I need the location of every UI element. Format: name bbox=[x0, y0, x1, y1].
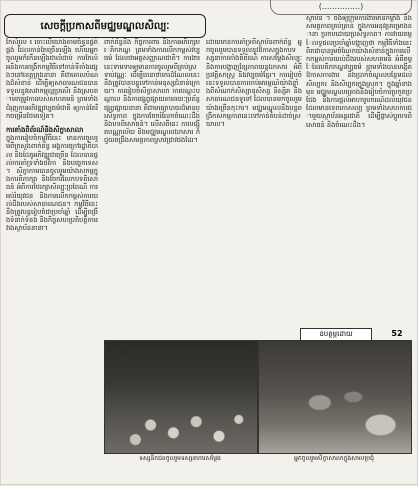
article-headline: សេចក្តីប្រកាសពីមជ្ឈមណ្ឌលសិល្បៈ bbox=[4, 14, 206, 38]
column-3-text: ដោយមានការគាំទ្រពីស្ថាប័នពាក់ព័ន្ធ អ្នកចូលរួមបានទទួលនូវឱកាសក្នុងការទស្សនាការតាំងពិព័រណ៍ ការសម្តែងសិល្បៈ និងការបង្ហាញខ្សែភាពយន្តឯកសារ អំពីប្រវត្តិសាស្ត្រ និងវប្បធម៌ខ្មែរ។ ការរៀបចំនេះទទួលបានការចាប់អារម្មណ៍យ៉ាងខ្លាំងពីសំណាក់សិស្សានុសិស្ស និស្សិត និងសាធារណជនទូទៅ ដែលបានមកចូលរួមយ៉ាងច្រើនកុះករ។ មជ្ឈមណ្ឌលនឹងបន្តពង្រីកសកម្មភាពនេះទៅកាន់តំបន់ដាច់ស្រយាល។ bbox=[206, 38, 302, 129]
column-2-text: ពាក់ព័ន្ធនឹង កិច្ចការពារ និងការអភិរក្សបេតិកភណ្ឌ ព្រមទាំងការលើកកម្ពស់វប្បធម៌ ដែលជាអត្តសញ្ញាណជាតិ។ ការងារនេះទាមទារឲ្យមានការចូលរួមពីគ្រប់ស្រទាប់វណ្ណៈ ដើម្បីធានាថាកេរដំណែលនេះនឹងត្រូវបានបន្តទៅកាន់មនុស្សជំនាន់ក្រោយ។ ការរៀបចំសិក្ខាសាលា ការបណ្តុះបណ្តាល និងការផ្សព្វផ្សាយតាមរយៈប្រព័ន្ធផ្សព្វផ្សាយនានា គឺជាមធ្យោបាយដ៏មានប្រសិទ្ធភាព ក្នុងការចែករំលែកចំណេះដឹង និងបទពិសោធន៍។ លើសពីនេះ ការបង្កើតបណ្ណាល័យ និងមជ្ឈមណ្ឌលឯកសារ ក៏ជួយពង្រឹងសមត្ថភាពស្រាវជ្រាវផងដែរ។ bbox=[104, 38, 200, 145]
column-1-intro: កែសំរួល ៖ ចោះបើយោងតាមចំនួនផ្គត់ផ្គង់ ដែលកាន់តែច្រើនឡើង ហើយអ្នកចូលរួមក៏កើនឡើងជាលំដាប់ ការកែលំអនិងការពង្រីកកម្មវិធីទៅកាន់ទីតាំងផ្សេងៗនៅខេត្តក្រុងនានា គឺជាគោលបំណងដ៏សំខាន់ ដើម្បីឲ្យសាធារណជនបានទទួលនូវសេវាកម្មល្អប្រសើរ និងស្របតាមតម្រូវការរបស់សហគមន៍ ព្រមទាំងជំរុញការអភិវឌ្ឍវប្បធម៌ជាតិ ឲ្យកាន់តែរីកចម្រើនថែមទៀត។ bbox=[6, 38, 98, 120]
column-1 bbox=[6, 38, 98, 486]
audience-photo bbox=[104, 340, 258, 454]
running-title-box bbox=[270, 0, 412, 15]
sponsor-label: ឧបត្ថម្ភដោយ bbox=[300, 328, 372, 342]
column-1-body: ក្នុងការរៀបចំកម្មវិធីនេះ មានការចូលរួមពីក្រសួងពាក់ព័ន្ធ អង្គការក្រៅរដ្ឋាភិបាល និងដៃគូអភិវឌ្ឍជាច្រើន ដែលបានផ្តល់ការគាំទ្រទាំងថវិកា និងបច្ចេកទេស។ សិក្ខាកាមបានចូលរួមយ៉ាងសកម្មក្នុងការពិភាក្សា និងចែករំលែកបទពិសោធន៍ អំពីការថែរក្សាសិល្បៈប្រពៃណី ការអប់រំយុវជន និងការលើកកម្ពស់ការយល់ដឹងរបស់សាធារណជន។ កម្មវិធីនេះនឹងត្រូវបន្តរៀបចំជាប្រចាំឆ្នាំ ដើម្បីពង្រឹងទំនាក់ទំនង និងកិច្ចសហប្រតិបត្តិការរវាងស្ថាប័ននានា។ bbox=[6, 134, 98, 233]
column-4-text: ស្ថាប័ន ។ ចង់ឲ្យក្រុមការងារមានកម្លាំង និងសមត្ថភាពគ្រប់គ្រាន់ ក្នុងការអនុវត្តគម្រោងនានា ប្រកបដោយប្រសិទ្ធភាព។ ការវាយតម្លៃលទ្ធផលប្រចាំឆ្នាំបង្ហាញថា កម្មវិធីទាំងនេះពិតជាបានរួមចំណែកយ៉ាងសំខាន់ក្នុងការលើកកម្ពស់ការយល់ដឹងរបស់សហគមន៍ អំពីតម្លៃនៃបេតិកភណ្ឌវប្បធម៌ ព្រមទាំងបានបង្កើតឱកាសការងារ និងប្រាក់ចំណូលបន្ថែមដល់សិល្បករ និងសិប្បករក្នុងស្រុក។ ក្នុងឆ្នាំខាងមុខ មជ្ឈមណ្ឌលគ្រោងនឹងរៀបចំការប្រកួតប្រជែង និងការផ្តល់អាហារូបករណ៍ដល់យុវជនដែលមានទេពកោសល្យ ព្រមទាំងសហការជាមួយស្ថាប័នអន្តរជាតិ ដើម្បីផ្លាស់ប្តូរបទពិសោធន៍ និងចំណេះដឹង។ bbox=[306, 14, 412, 129]
column-4 bbox=[306, 14, 412, 336]
column-3 bbox=[206, 38, 302, 338]
page-number: 52 bbox=[391, 329, 403, 338]
seminar-photo-caption: អ្នកចូលរួមសិក្ខាសាលាក្នុងសាលប្រជុំ bbox=[294, 455, 374, 462]
running-title: (...............) bbox=[318, 2, 364, 11]
audience-photo-caption: ទស្សនិកជនចូលរួមទស្សនាការសម្តែង bbox=[139, 455, 221, 462]
column-2 bbox=[104, 38, 200, 334]
seminar-photo bbox=[258, 340, 412, 454]
section-heading: ការតាំងពិព័រណ៍និងសិក្ខាសាលា bbox=[6, 126, 84, 135]
